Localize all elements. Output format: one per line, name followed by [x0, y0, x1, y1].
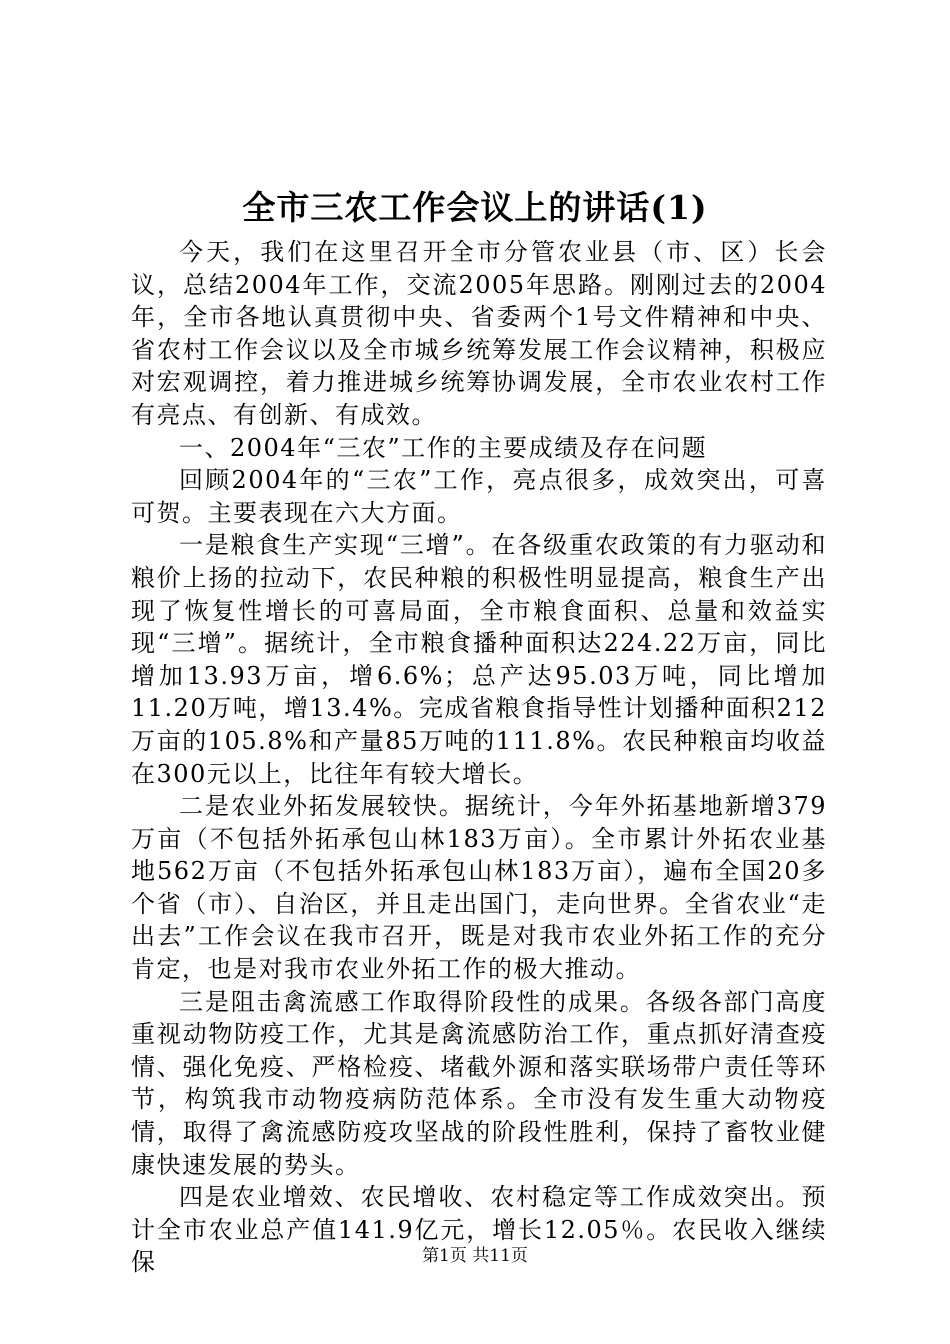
paragraph-review: 回顾2004年的“三农”工作，亮点很多，成效突出，可喜可贺。主要表现在六大方面。 [131, 466, 827, 527]
paragraph-avian-flu: 三是阻击禽流感工作取得阶段性的成果。各级各部门高度重视动物防疫工作，尤其是禽流感防治工作，重点抓好清查疫情、强化免疫、严格检疫、堵截外源和落实联场带户责任等环节，构筑我市动物疫病防范体系。全市没有发生重大动物疫情，取得了禽流感防疫攻坚战的阶段性胜利，保持了畜牧业健康快速发展的势头。 [131, 987, 827, 1179]
paragraph-intro: 今天，我们在这里召开全市分管农业县（市、区）长会议，总结2004年工作，交流2005年思路。刚刚过去的2004年，全市各地认真贯彻中央、省委两个1号文件精神和中央、省农村工作会议以及全市城乡统筹发展工作会议精神，积极应对宏观调控，着力推进城乡统筹协调发展，全市农业农村工作有亮点、有创新、有成效。 [131, 238, 827, 429]
section-heading: 一、2004年“三农”工作的主要成绩及存在问题 [179, 433, 708, 462]
paragraph-expansion: 二是农业外拓发展较快。据统计，今年外拓基地新增379万亩（不包括外拓承包山林183万亩）。全市累计外拓农业基地562万亩（不包括外拓承包山林183万亩），遍布全国20多个省（市）、自治区，并且走出国门，走向世界。全省农业“走出去”工作会议在我市召开，既是对我市农业外拓工作的充分肯定，也是对我市农业外拓工作的极大推动。 [131, 792, 827, 984]
document-body [131, 236, 827, 1279]
page-footer: 第1页 共11页 [422, 1246, 528, 1266]
document-title: 全市三农工作会议上的讲话(1) [242, 188, 708, 227]
paragraph-income: 四是农业增效、农民增收、农村稳定等工作成效突出。预计全市农业总产值141.9亿元，增长12.05％。农民收入继续保 [131, 1183, 827, 1277]
paragraph-grain: 一是粮食生产实现“三增”。在各级重农政策的有力驱动和粮价上扬的拉动下，农民种粮的积极性明显提高，粮食生产出现了恢复性增长的可喜局面，全市粮食面积、总量和效益实现“三增”。据统计，全市粮食播种面积达224.22万亩，同比增加13.93万亩，增6.6%；总产达95.03万吨，同比增加11.20万吨，增13.4%。完成省粮食指导性计划播种面积212万亩的105.8%和产量85万吨的111.8%。农民种粮亩均收益在300元以上，比往年有较大增长。 [131, 531, 827, 788]
